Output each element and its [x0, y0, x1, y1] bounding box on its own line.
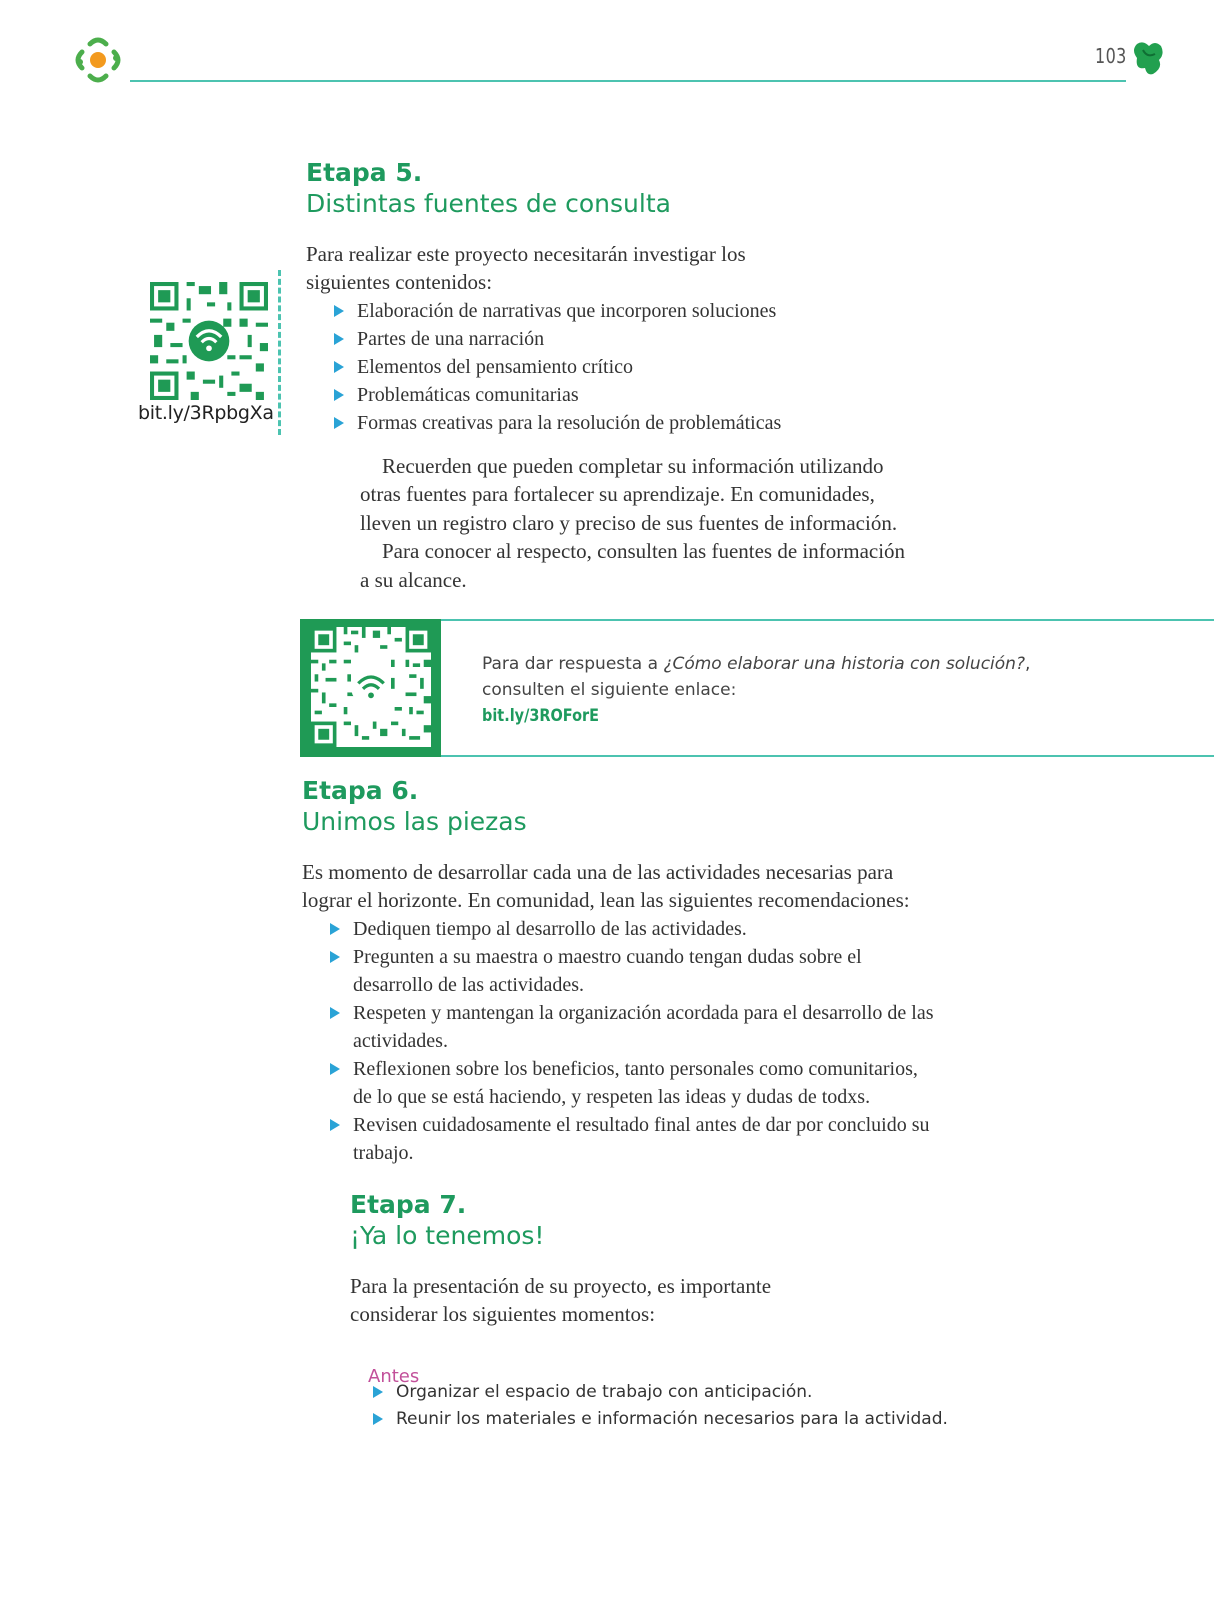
leaf-icon — [1133, 40, 1165, 76]
bullet-icon — [330, 1007, 340, 1019]
stage7-title: ¡Ya lo tenemos! — [350, 1221, 545, 1250]
antes-label: Antes — [368, 1366, 420, 1387]
stage7-intro-line: considerar los siguientes momentos: — [350, 1302, 656, 1327]
bullet-icon — [373, 1386, 383, 1398]
stage6-title: Unimos las piezas — [302, 807, 527, 836]
qr-box-line: Para dar respuesta a ¿Cómo elaborar una historia con solución?, — [482, 654, 1031, 674]
bullet-icon — [330, 951, 340, 963]
stage5-intro-line: siguientes contenidos: — [306, 270, 493, 295]
list-item: Organizar el espacio de trabajo con anticipación. — [396, 1379, 948, 1406]
stage5-list — [357, 297, 781, 437]
list-item: Respeten y mantengan la organización acordada para el desarrollo de las actividades. — [353, 999, 934, 1055]
bullet-icon — [334, 305, 344, 317]
paragraph-line: Recuerden que pueden completar su información utilizando — [382, 454, 884, 478]
stage5-paragraphs — [360, 452, 905, 594]
list-item: Pregunten a su maestra o maestro cuando tengan dudas sobre el desarrollo de las actividades. — [353, 943, 934, 999]
qr-code-icon[interactable] — [311, 627, 431, 747]
qr-box-text — [482, 651, 1122, 729]
logo-icon — [70, 32, 126, 88]
stage7-intro — [350, 1272, 771, 1329]
qr-code-icon[interactable] — [150, 282, 268, 400]
list-item: Elementos del pensamiento crítico — [357, 353, 781, 381]
paragraph-line: otras fuentes para fortalecer su aprendizaje. En comunidades, — [360, 482, 875, 507]
bullet-icon — [330, 1119, 340, 1131]
bullet-icon — [330, 923, 340, 935]
paragraph-line: lleven un registro claro y preciso de sus fuentes de información. — [360, 510, 898, 535]
stage6-intro — [302, 858, 910, 915]
qr-box-link[interactable]: bit.ly/3ROForE — [482, 706, 600, 726]
qr-link-text[interactable]: bit.ly/3RpbgXa — [138, 402, 274, 424]
bullet-icon — [334, 389, 344, 401]
list-item: Formas creativas para la resolución de problemáticas — [357, 409, 781, 437]
bullet-icon — [330, 1063, 340, 1075]
page-number: 103 — [1095, 44, 1127, 68]
stage7-intro-line: Para la presentación de su proyecto, es importante — [350, 1274, 772, 1298]
list-item: Reflexionen sobre los beneficios, tanto personales como comunitarios, de lo que se está haciendo, y respeten las ideas y dudas de todxs. — [353, 1055, 934, 1111]
stage5-title: Distintas fuentes de consulta — [306, 189, 671, 218]
list-item: Elaboración de narrativas que incorporen soluciones — [357, 297, 781, 325]
stage6-list — [353, 915, 934, 1167]
list-item: Problemáticas comunitarias — [357, 381, 781, 409]
qr-box-line: consulten el siguiente enlace: — [482, 680, 737, 700]
dashed-divider — [278, 270, 281, 435]
bullet-icon — [373, 1413, 383, 1425]
stage6-intro-line: lograr el horizonte. En comunidad, lean las siguientes recomendaciones: — [302, 888, 910, 913]
stage7-number: Etapa 7. — [350, 1190, 467, 1219]
paragraph-line: a su alcance. — [360, 567, 467, 592]
paragraph-line: Para conocer al respecto, consulten las fuentes de información — [382, 539, 906, 564]
stage6-intro-line: Es momento de desarrollar cada una de las actividades necesarias para — [302, 860, 894, 884]
stage5-intro-line: Para realizar este proyecto necesitarán investigar los — [306, 242, 746, 266]
list-item: Partes de una narración — [357, 325, 781, 353]
stage6-number: Etapa 6. — [302, 776, 419, 805]
list-item: Revisen cuidadosamente el resultado final antes de dar por concluido su trabajo. — [353, 1111, 934, 1167]
stage5-intro — [306, 240, 746, 297]
stage7-heading — [350, 1190, 544, 1252]
bullet-icon — [334, 361, 344, 373]
question-text: ¿Cómo elaborar una historia con solución? — [663, 654, 1025, 674]
stage5-heading — [306, 158, 671, 220]
stage5-number: Etapa 5. — [306, 158, 423, 187]
bullet-icon — [334, 333, 344, 345]
list-item: Reunir los materiales e información necesarios para la actividad. — [396, 1406, 948, 1433]
antes-list — [396, 1379, 948, 1433]
header-rule — [130, 80, 1126, 82]
stage6-heading — [302, 776, 527, 838]
list-item: Dediquen tiempo al desarrollo de las actividades. — [353, 915, 934, 943]
bullet-icon — [334, 417, 344, 429]
